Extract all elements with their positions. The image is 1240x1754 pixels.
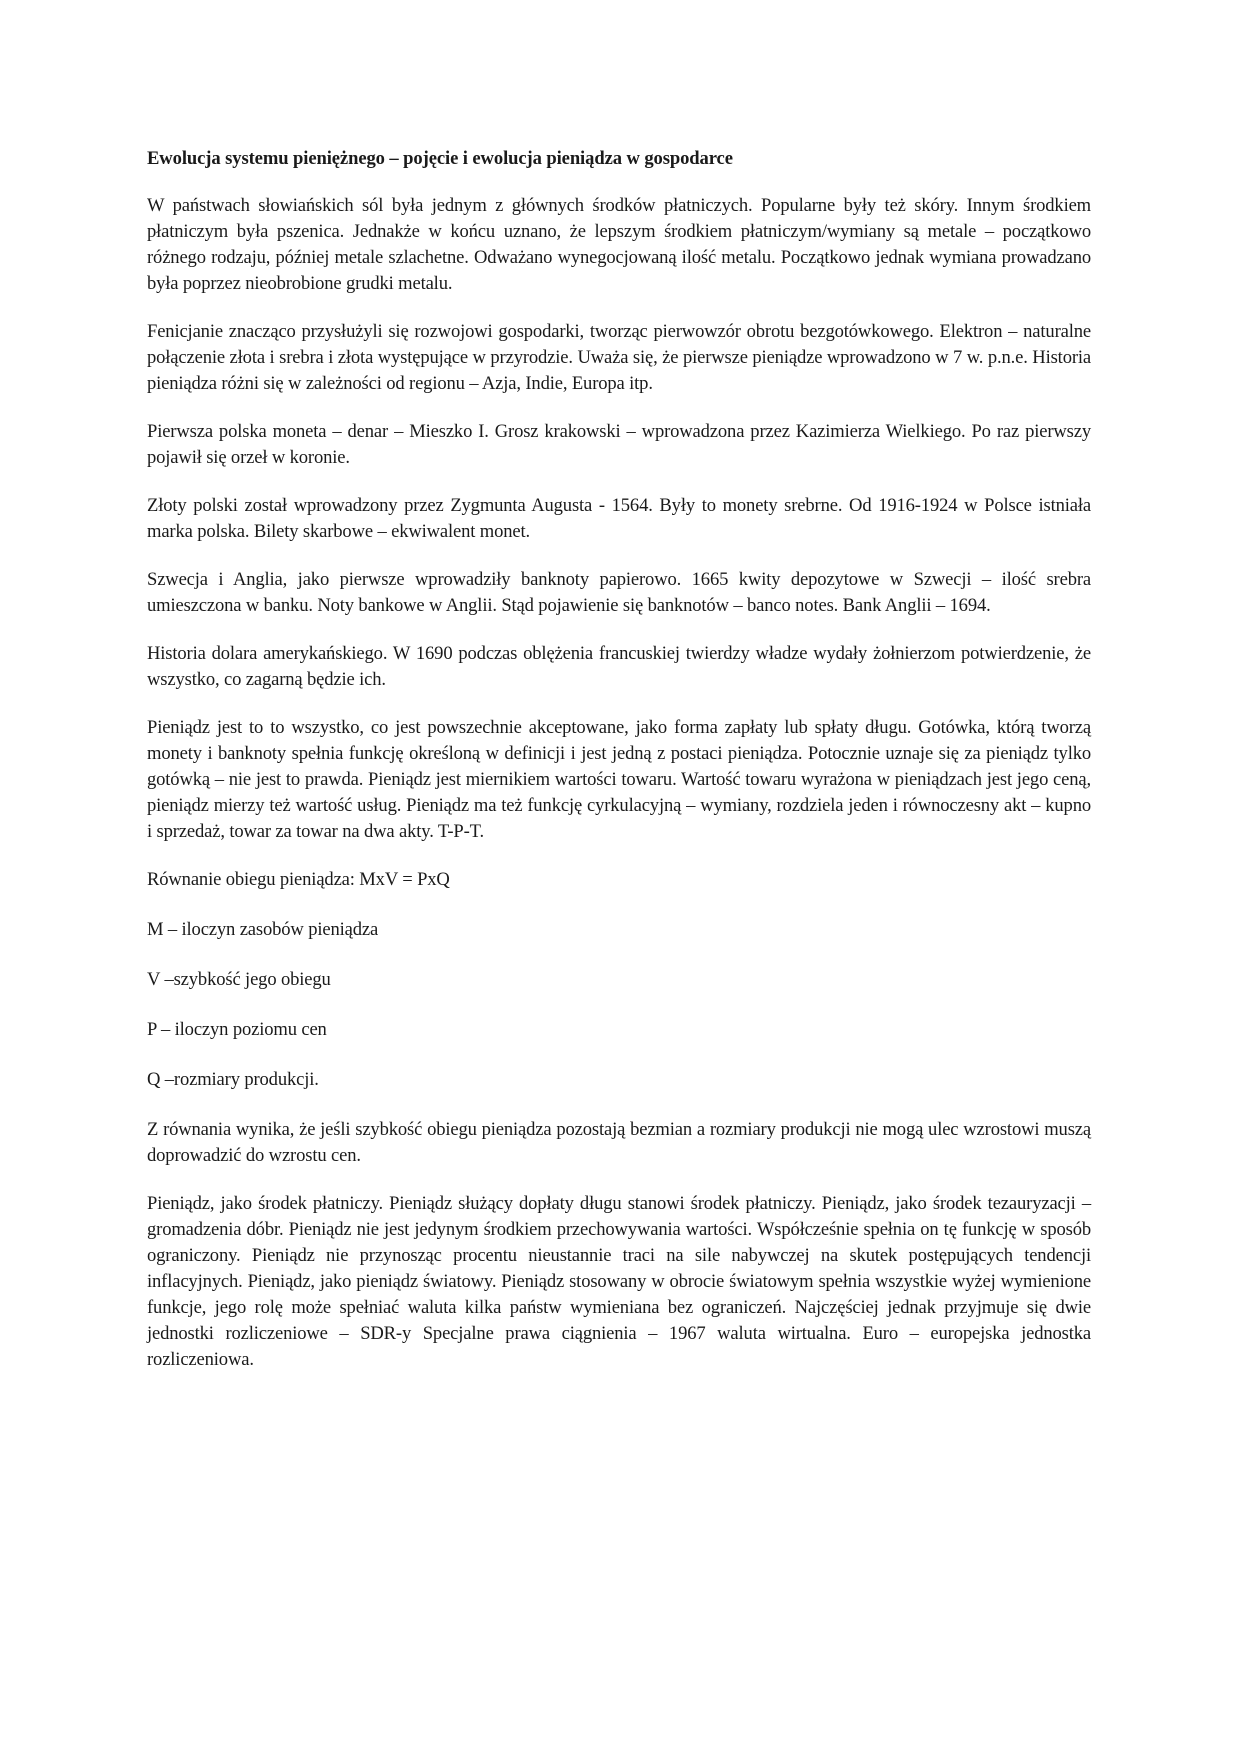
paragraph-money-definition: Pieniądz jest to to wszystko, co jest powszechnie akceptowane, jako forma zapłaty lub spłaty długu. Gotówka, którą tworzą monety i banknoty spełnia funkcję określoną w definicji i jest jedną z postaci pieniądza. Potocznie uznaje się za pieniądz tylko gotówką – nie jest to prawda. Pieniądz jest miernikiem wartości towaru. Wartość towaru wyrażona w pieniądzach jest jego ceną, pieniądz mierzy też wartość usług. Pieniądz ma też funkcję cyrkulacyjną – wymiany, rozdziela jeden i równoczesny akt – kupno i sprzedaż, towar za towar na dwa akty. T-P-T. (147, 717, 1091, 842)
paragraph-first-polish-coin: Pierwsza polska moneta – denar – Mieszko I. Grosz krakowski – wprowadzona przez Kazimierza Wielkiego. Po raz pierwszy pojawił się orzeł w koronie. (147, 421, 1091, 468)
equation-term-v: V –szybkość jego obiegu (147, 969, 331, 990)
paragraph-equation-conclusion: Z równania wynika, że jeśli szybkość obiegu pieniądza pozostają bezmian a rozmiary produkcji nie mogą ulec wzrostowi muszą doprowadzić do wzrostu cen. (147, 1119, 1091, 1166)
equation-of-exchange: Równanie obiegu pieniądza: MxV = PxQ (147, 869, 450, 890)
equation-term-p: P – iloczyn poziomu cen (147, 1019, 327, 1040)
paragraph-money-functions: Pieniądz, jako środek płatniczy. Pieniądz służący dopłaty długu stanowi środek płatniczy. Pieniądz, jako środek tezauryzacji – gromadzenia dóbr. Pieniądz nie jest jedynym środkiem przechowywania wartości. Współcześnie spełnia on tę funkcję w sposób ograniczony. Pieniądz nie przynosząc procentu nieustannie traci na sile nabywczej na skutek postępujących tendencji inflacyjnych. Pieniądz, jako pieniądz światowy. Pieniądz stosowany w obrocie światowym spełnia wszystkie wyżej wymienione funkcje, jego rolę może spełniać waluta kilka państw wymieniana bez ograniczeń. Najczęściej jednak przyjmuje się dwie jednostki rozliczeniowe – SDR-y Specjalne prawa ciągnienia – 1967 waluta wirtualna. Euro – europejska jednostka rozliczeniowa. (147, 1193, 1091, 1370)
equation-term-q: Q –rozmiary produkcji. (147, 1069, 319, 1090)
paragraph-phoenicians: Fenicjanie znacząco przysłużyli się rozwojowi gospodarki, tworząc pierwowzór obrotu bezgotówkowego. Elektron – naturalne połączenie złota i srebra i złota występujące w przyrodzie. Uważa się, że pierwsze pieniądze wprowadzono w 7 w. p.n.e. Historia pieniądza różni się w zależności od regionu – Azja, Indie, Europa itp. (147, 321, 1091, 394)
document-page (147, 146, 1091, 1395)
paragraph-slavic-currency: W państwach słowiańskich sól była jednym z głównych środków płatniczych. Popularne były też skóry. Innym środkiem płatniczym była pszenica. Jednakże w końcu uznano, że lepszym środkiem płatniczym/wymiany są metale – początkowo różnego rodzaju, później metale szlachetne. Odważano wynegocjowaną ilość metalu. Początkowo jednak wymiana prowadzano była poprzez nieobrobione grudki metalu. (147, 195, 1091, 294)
document-title: Ewolucja systemu pieniężnego – pojęcie i ewolucja pieniądza w gospodarce (147, 148, 733, 169)
paragraph-polish-zloty: Złoty polski został wprowadzony przez Zygmunta Augusta - 1564. Były to monety srebrne. Od 1916-1924 w Polsce istniała marka polska. Bilety skarbowe – ekwiwalent monet. (147, 495, 1091, 542)
paragraph-dollar-history: Historia dolara amerykańskiego. W 1690 podczas oblężenia francuskiej twierdzy władze wydały żołnierzom potwierdzenie, że wszystko, co zagarną będzie ich. (147, 643, 1091, 690)
paragraph-banknotes: Szwecja i Anglia, jako pierwsze wprowadziły banknoty papierowo. 1665 kwity depozytowe w Szwecji – ilość srebra umieszczona w banku. Noty bankowe w Anglii. Stąd pojawienie się banknotów – banco notes. Bank Anglii – 1694. (147, 569, 1091, 616)
equation-term-m: M – iloczyn zasobów pieniądza (147, 919, 379, 940)
